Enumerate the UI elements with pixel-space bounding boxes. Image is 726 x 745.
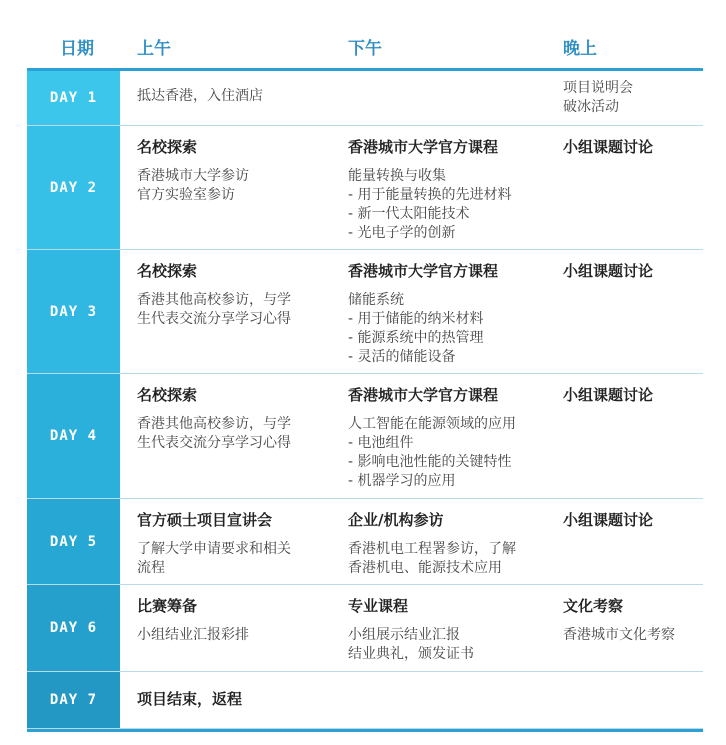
afternoon-line: 小组展示结业汇报 — [348, 627, 460, 643]
afternoon-title: 香港城市大学官方课程 — [348, 386, 499, 404]
header-morning: 上午 — [137, 39, 171, 59]
afternoon-title: 香港城市大学官方课程 — [348, 138, 499, 156]
evening-cell — [563, 138, 703, 167]
morning-line: 小组结业汇报彩排 — [137, 627, 249, 643]
morning-cell — [137, 511, 337, 578]
morning-line: 香港其他高校参访，与学 — [137, 416, 291, 432]
table-row — [27, 672, 703, 729]
morning-cell — [137, 87, 337, 106]
evening-line: 项目说明会 — [563, 80, 633, 96]
table-header — [0, 0, 726, 68]
afternoon-line: 人工智能在能源领域的应用 — [348, 416, 516, 432]
table-row — [27, 374, 703, 499]
morning-line: 香港其他高校参访，与学 — [137, 292, 291, 308]
day-label: DAY 4 — [27, 374, 120, 498]
morning-line: 官方实验室参访 — [137, 187, 235, 203]
afternoon-line: - 能源系统中的热管理 — [348, 330, 484, 346]
morning-line: 抵达香港，入住酒店 — [137, 88, 263, 104]
evening-line: 破冰活动 — [563, 99, 619, 115]
evening-line: 香港城市文化考察 — [563, 627, 675, 643]
morning-cell — [137, 138, 337, 205]
afternoon-title: 香港城市大学官方课程 — [348, 262, 499, 280]
evening-cell — [563, 597, 703, 645]
header-evening: 晚上 — [563, 39, 597, 59]
afternoon-line: 结业典礼，颁发证书 — [348, 646, 474, 662]
morning-line: 生代表交流分享学习心得 — [137, 311, 291, 327]
afternoon-line: - 用于储能的纳米材料 — [348, 311, 484, 327]
table-row — [27, 250, 703, 374]
evening-cell — [563, 511, 703, 540]
morning-line: 香港城市大学参访 — [137, 168, 249, 184]
afternoon-line: - 影响电池性能的关键特性 — [348, 454, 512, 470]
morning-line: 生代表交流分享学习心得 — [137, 435, 291, 451]
afternoon-line: - 光电子学的创新 — [348, 225, 456, 241]
day-label: DAY 1 — [27, 71, 120, 125]
footer-divider — [27, 729, 703, 732]
afternoon-line: - 电池组件 — [348, 435, 414, 451]
afternoon-line: 能量转换与收集 — [348, 168, 446, 184]
afternoon-line: - 用于能量转换的先进材料 — [348, 187, 512, 203]
afternoon-line: 储能系统 — [348, 292, 404, 308]
morning-title: 名校探索 — [137, 262, 198, 280]
afternoon-cell — [348, 386, 558, 491]
day-label: DAY 5 — [27, 499, 120, 584]
morning-cell — [137, 690, 337, 719]
morning-line: 了解大学申请要求和相关 — [137, 541, 291, 557]
morning-title: 名校探索 — [137, 138, 198, 156]
table-row — [27, 71, 703, 126]
day-label: DAY 2 — [27, 126, 120, 249]
day-label: DAY 3 — [27, 250, 120, 373]
afternoon-cell — [348, 262, 558, 367]
evening-title: 小组课题讨论 — [563, 262, 654, 280]
afternoon-line: - 新一代太阳能技术 — [348, 206, 470, 222]
evening-cell — [563, 79, 703, 117]
table-row — [27, 585, 703, 672]
header-afternoon: 下午 — [348, 39, 382, 59]
evening-title: 文化考察 — [563, 597, 624, 615]
afternoon-cell — [348, 138, 558, 243]
table-row — [27, 499, 703, 585]
afternoon-title: 企业/机构参访 — [348, 511, 444, 529]
afternoon-line: 香港机电工程署参访，了解 — [348, 541, 516, 557]
afternoon-cell — [348, 597, 558, 664]
table-row — [27, 126, 703, 250]
morning-title: 项目结束，返程 — [137, 690, 243, 708]
afternoon-title: 专业课程 — [348, 597, 409, 615]
morning-cell — [137, 262, 337, 329]
morning-cell — [137, 597, 337, 645]
evening-cell — [563, 262, 703, 291]
afternoon-line: 香港机电、能源技术应用 — [348, 560, 502, 576]
day-label: DAY 7 — [27, 672, 120, 728]
morning-title: 比赛筹备 — [137, 597, 198, 615]
evening-title: 小组课题讨论 — [563, 386, 654, 404]
evening-title: 小组课题讨论 — [563, 138, 654, 156]
afternoon-line: - 灵活的储能设备 — [348, 349, 456, 365]
day-label: DAY 6 — [27, 585, 120, 671]
afternoon-line: - 机器学习的应用 — [348, 473, 456, 489]
afternoon-cell — [348, 511, 558, 578]
morning-title: 官方硕士项目宣讲会 — [137, 511, 273, 529]
morning-title: 名校探索 — [137, 386, 198, 404]
evening-title: 小组课题讨论 — [563, 511, 654, 529]
morning-cell — [137, 386, 337, 453]
header-date: 日期 — [60, 39, 94, 59]
morning-line: 流程 — [137, 560, 165, 576]
evening-cell — [563, 386, 703, 415]
